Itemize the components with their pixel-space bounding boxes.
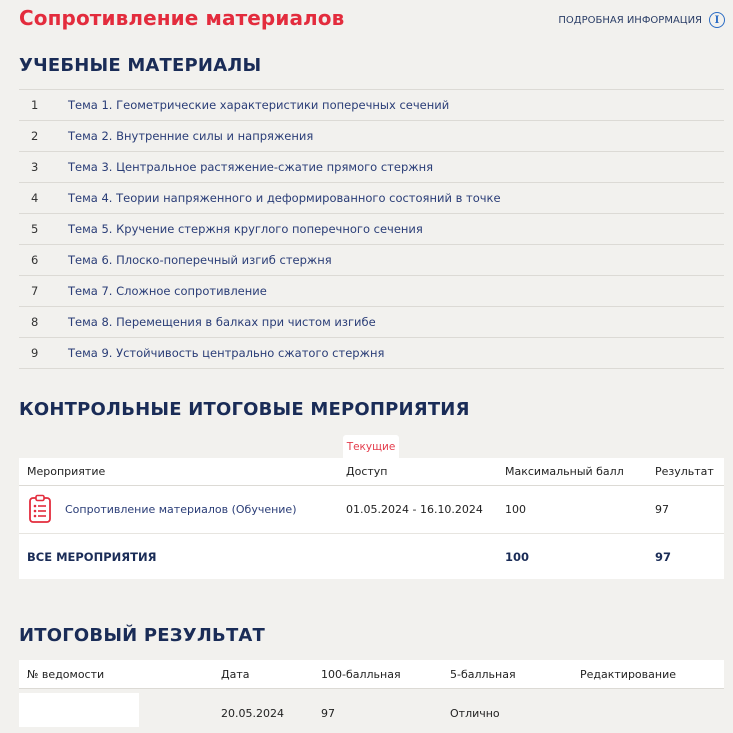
event-link[interactable]: Сопротивление материалов (Обучение): [65, 503, 297, 516]
topic-link[interactable]: Тема 8. Перемещения в балках при чистом изгибе: [68, 315, 376, 329]
col-score100: 100-балльная: [321, 667, 401, 681]
final-date: 20.05.2024: [221, 706, 284, 720]
col-result: Результат: [655, 465, 714, 478]
topic-number: 2: [31, 129, 39, 143]
materials-heading: УЧЕБНЫЕ МАТЕРИАЛЫ: [19, 55, 262, 76]
table-total-row: [19, 533, 724, 579]
topic-number: 4: [31, 191, 39, 205]
list-item[interactable]: [19, 90, 724, 121]
event-access: 01.05.2024 - 16.10.2024: [346, 503, 483, 516]
topic-link[interactable]: Тема 5. Кручение стержня круглого поперечного сечения: [68, 222, 423, 236]
list-item[interactable]: [19, 338, 724, 369]
final-heading: ИТОГОВЫЙ РЕЗУЛЬТАТ: [19, 625, 266, 646]
topic-link[interactable]: Тема 4. Теории напряженного и деформированного состояний в точке: [68, 191, 501, 205]
topic-number: 7: [31, 284, 39, 298]
event-max: 100: [505, 503, 526, 516]
table-header: [19, 660, 724, 689]
list-item[interactable]: [19, 214, 724, 245]
topic-number: 6: [31, 253, 39, 267]
total-label: ВСЕ МЕРОПРИЯТИЯ: [27, 549, 157, 564]
table-row[interactable]: [19, 486, 724, 533]
col-date: Дата: [221, 667, 250, 681]
checklist-icon[interactable]: [27, 494, 53, 524]
materials-list: [19, 89, 724, 369]
topic-number: 8: [31, 315, 39, 329]
event-result: 97: [655, 503, 669, 516]
info-icon[interactable]: I: [709, 12, 725, 28]
list-item[interactable]: [19, 276, 724, 307]
final-score100: 97: [321, 706, 335, 720]
info-link[interactable]: [558, 12, 725, 28]
topic-number: 1: [31, 98, 39, 112]
topic-number: 5: [31, 222, 39, 236]
list-item[interactable]: [19, 245, 724, 276]
topic-link[interactable]: Тема 1. Геометрические характеристики поперечных сечений: [68, 98, 450, 112]
col-edit: Редактирование: [580, 667, 676, 681]
total-max: 100: [505, 549, 530, 564]
col-access: Доступ: [346, 465, 388, 478]
col-sheet: № ведомости: [27, 667, 105, 681]
list-item[interactable]: [19, 121, 724, 152]
final-score5: Отлично: [450, 706, 500, 720]
col-max: Максимальный балл: [505, 465, 624, 478]
topic-number: 3: [31, 160, 39, 174]
tab-current[interactable]: Текущие: [343, 435, 399, 458]
topic-link[interactable]: Тема 9. Устойчивость центрально сжатого стержня: [68, 346, 385, 360]
final-table-header: [19, 660, 724, 689]
table-header: [19, 458, 724, 486]
list-item[interactable]: [19, 152, 724, 183]
list-item[interactable]: [19, 183, 724, 214]
total-result: 97: [655, 549, 672, 564]
page-title: Сопротивление материалов: [19, 6, 345, 30]
topic-link[interactable]: Тема 3. Центральное растяжение-сжатие прямого стержня: [68, 160, 434, 174]
list-item[interactable]: [19, 307, 724, 338]
control-heading: КОНТРОЛЬНЫЕ ИТОГОВЫЕ МЕРОПРИЯТИЯ: [19, 399, 470, 420]
topic-link[interactable]: Тема 7. Сложное сопротивление: [68, 284, 267, 298]
col-score5: 5-балльная: [450, 667, 516, 681]
info-link-label[interactable]: ПОДРОБНАЯ ИНФОРМАЦИЯ: [558, 14, 702, 26]
control-table: [19, 458, 724, 579]
topic-number: 9: [31, 346, 39, 360]
table-row: [19, 693, 724, 733]
topic-link[interactable]: Тема 2. Внутренние силы и напряжения: [68, 129, 314, 143]
topic-link[interactable]: Тема 6. Плоско-поперечный изгиб стержня: [68, 253, 332, 267]
col-event: Мероприятие: [27, 465, 106, 478]
